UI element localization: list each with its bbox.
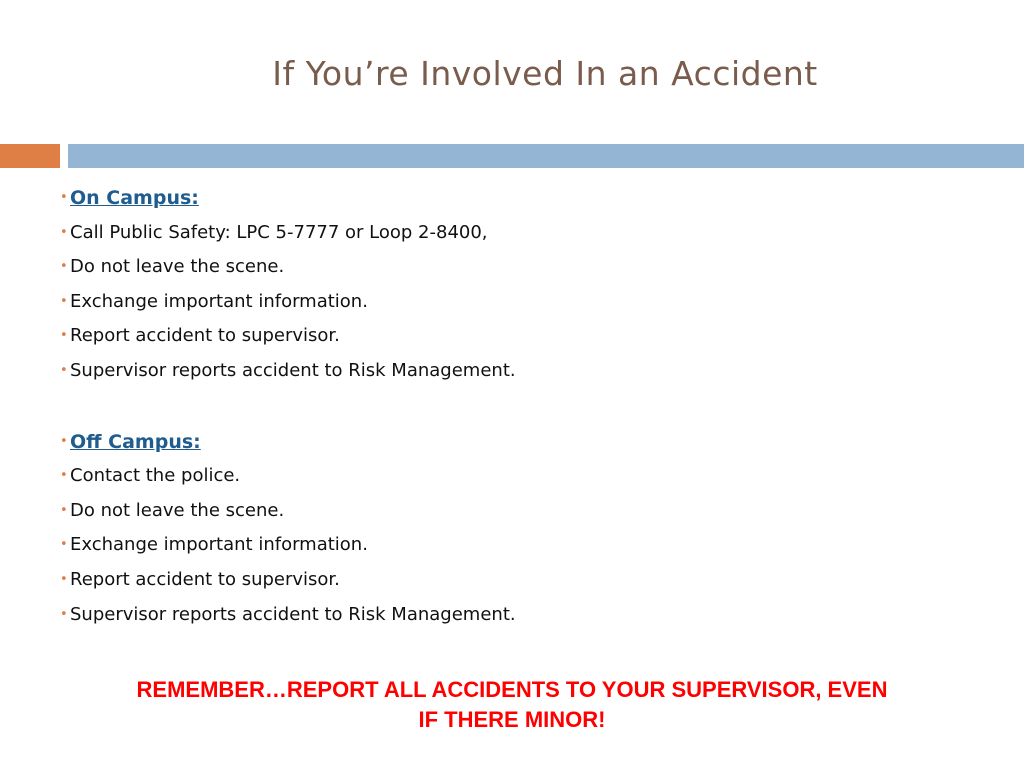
warning-line-1: REMEMBER…REPORT ALL ACCIDENTS TO YOUR SUPERVISOR, EVEN bbox=[136, 677, 888, 702]
list-item-text: Supervisor reports accident to Risk Management. bbox=[70, 359, 516, 381]
list-item-text: Do not leave the scene. bbox=[70, 256, 285, 278]
section-heading-off-campus: Off Campus: bbox=[70, 430, 201, 453]
list-item-text: Report accident to supervisor. bbox=[70, 325, 340, 347]
list-item bbox=[60, 216, 960, 251]
list-item bbox=[60, 459, 960, 494]
bullet-icon: • bbox=[60, 328, 68, 344]
accent-bar-blue bbox=[68, 144, 1024, 168]
bullet-icon: • bbox=[60, 537, 68, 553]
list-item bbox=[60, 354, 960, 389]
list-item-text: Call Public Safety: LPC 5-7777 or Loop 2-8400, bbox=[70, 221, 488, 243]
bullet-icon: • bbox=[60, 293, 68, 309]
bullet-icon: • bbox=[60, 606, 68, 622]
list-item-text: Contact the police. bbox=[70, 465, 241, 487]
list-item-heading-on-campus bbox=[60, 181, 960, 216]
section-spacer bbox=[60, 389, 960, 425]
list-item bbox=[60, 598, 960, 633]
list-item-text: Supervisor reports accident to Risk Management. bbox=[70, 603, 516, 625]
bullet-icon: • bbox=[60, 502, 68, 518]
list-item-heading-off-campus bbox=[60, 425, 960, 460]
list-item bbox=[60, 528, 960, 563]
bullet-icon: • bbox=[60, 433, 68, 449]
bullet-list bbox=[60, 181, 960, 632]
list-item bbox=[60, 250, 960, 285]
list-item-text: Exchange important information. bbox=[70, 534, 368, 556]
warning-callout bbox=[40, 675, 984, 735]
bullet-icon: • bbox=[60, 190, 68, 205]
bullet-icon: • bbox=[60, 571, 68, 587]
bullet-icon: • bbox=[60, 259, 68, 275]
list-item-text: Report accident to supervisor. bbox=[70, 568, 340, 590]
list-item bbox=[60, 319, 960, 354]
slide-title: If You’re Involved In an Accident bbox=[272, 54, 818, 93]
section-heading-on-campus: On Campus: bbox=[70, 187, 199, 209]
bullet-icon: • bbox=[60, 224, 68, 240]
list-item bbox=[60, 494, 960, 529]
list-item-text: Do not leave the scene. bbox=[70, 499, 285, 521]
bullet-icon: • bbox=[60, 468, 68, 484]
bullet-icon: • bbox=[60, 362, 68, 378]
accent-bar-orange bbox=[0, 144, 60, 168]
list-item bbox=[60, 563, 960, 598]
list-item-text: Exchange important information. bbox=[70, 290, 368, 312]
list-item bbox=[60, 285, 960, 320]
warning-line-2: IF THERE MINOR! bbox=[418, 707, 606, 732]
